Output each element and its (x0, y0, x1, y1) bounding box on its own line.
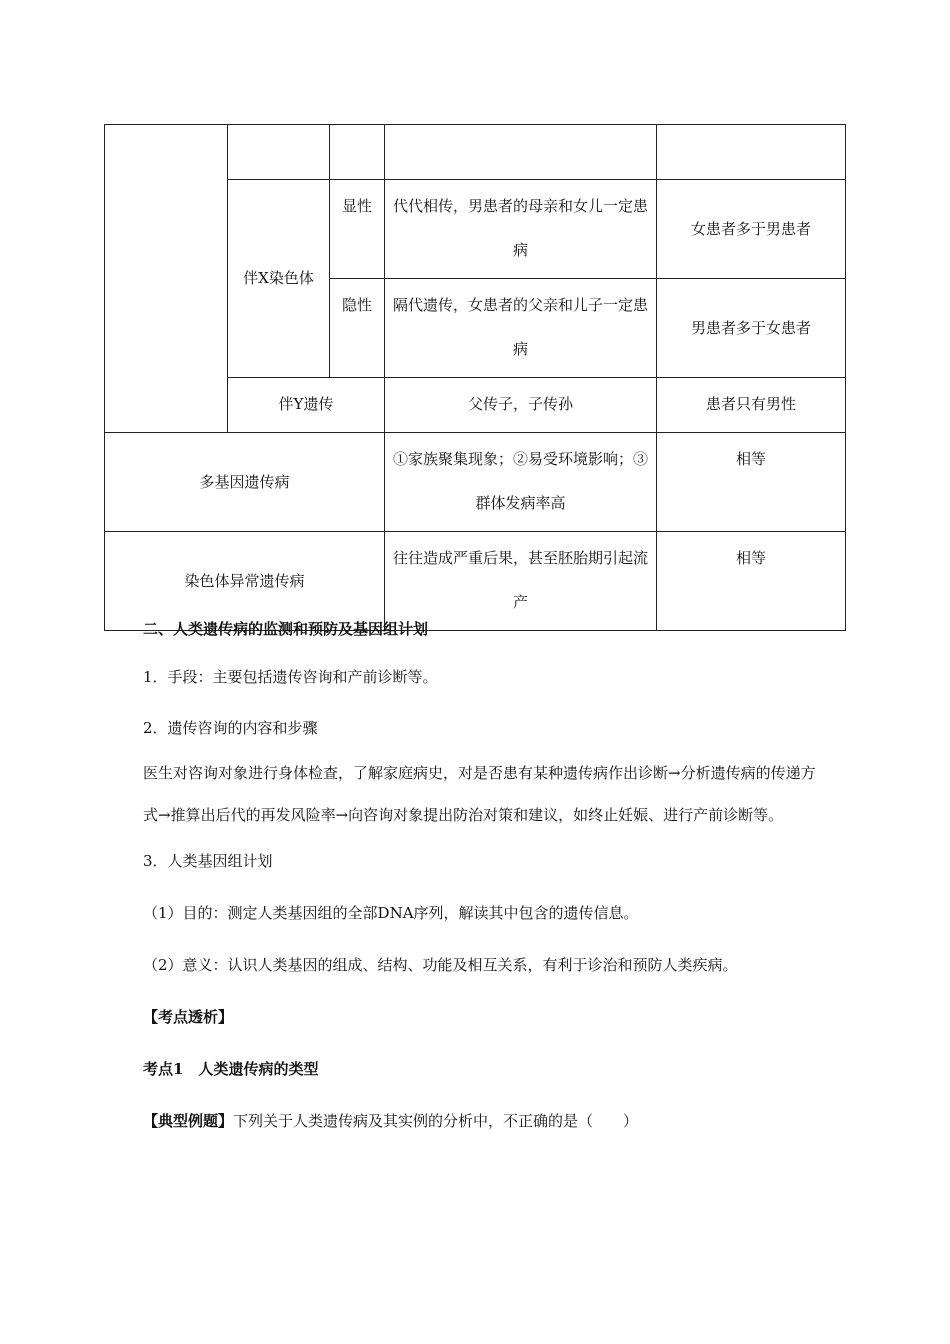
section-heading: 二、人类遗传病的监测和预防及基因组计划 (143, 620, 429, 638)
chromosomal-label: 染色体异常遗传病 (105, 532, 385, 631)
paragraph: 3．人类基因组计划 (143, 852, 273, 870)
paragraph: （2）意义：认识人类基因的组成、结构、功能及相互关系，有利于诊治和预防人类疾病。 (143, 956, 738, 974)
table-cell-blank (385, 125, 657, 180)
point-heading: 考点1 人类遗传病的类型 (143, 1060, 319, 1078)
example-text: 下列关于人类遗传病及其实例的分析中，不正确的是（ ） (233, 1112, 639, 1130)
polygenic-label: 多基因遗传病 (105, 433, 385, 532)
chromosomal-ratio: 相等 (657, 532, 846, 631)
x-recessive-feature: 隔代遗传，女患者的父亲和儿子一定患病 (385, 279, 657, 378)
x-dominant-ratio: 女患者多于男患者 (657, 180, 846, 279)
table-cell-blank (657, 125, 846, 180)
chromosomal-feature: 往往造成严重后果，甚至胚胎期引起流产 (385, 532, 657, 631)
x-dominant-label: 显性 (330, 180, 385, 279)
y-linked-feature: 父传子，子传孙 (385, 378, 657, 433)
document-body (143, 614, 823, 1135)
example-question (143, 1107, 823, 1135)
table-cell-blank (228, 125, 330, 180)
example-tag: 【典型例题】 (143, 1112, 234, 1130)
x-linked-label: 伴X染色体 (228, 180, 330, 378)
x-dominant-feature: 代代相传，男患者的母亲和女儿一定患病 (385, 180, 657, 279)
genetic-disease-table (104, 124, 846, 631)
paragraph: （1）目的：测定人类基因组的全部DNA序列，解读其中包含的遗传信息。 (143, 904, 639, 922)
x-recessive-ratio: 男患者多于女患者 (657, 279, 846, 378)
paragraph: 2．遗传咨询的内容和步骤 (143, 719, 318, 737)
paragraph: 医生对咨询对象进行身体检查，了解家庭病史，对是否患有某种遗传病作出诊断→分析遗传病的传递方式→推算出后代的再发风险率→向咨询对象提出防治对策和建议，如终止妊娠、进行产前诊断等。 (143, 764, 816, 824)
analysis-heading: 【考点透析】 (143, 1008, 234, 1026)
y-linked-label: 伴Y遗传 (228, 378, 385, 433)
table-cell-blank (330, 125, 385, 180)
polygenic-feature: ①家族聚集现象；②易受环境影响；③群体发病率高 (385, 433, 657, 532)
paragraph: 1．手段：主要包括遗传咨询和产前诊断等。 (143, 668, 438, 686)
polygenic-ratio: 相等 (657, 433, 846, 532)
x-recessive-label: 隐性 (330, 279, 385, 378)
y-linked-ratio: 患者只有男性 (657, 378, 846, 433)
table-cell-blank (105, 125, 228, 433)
